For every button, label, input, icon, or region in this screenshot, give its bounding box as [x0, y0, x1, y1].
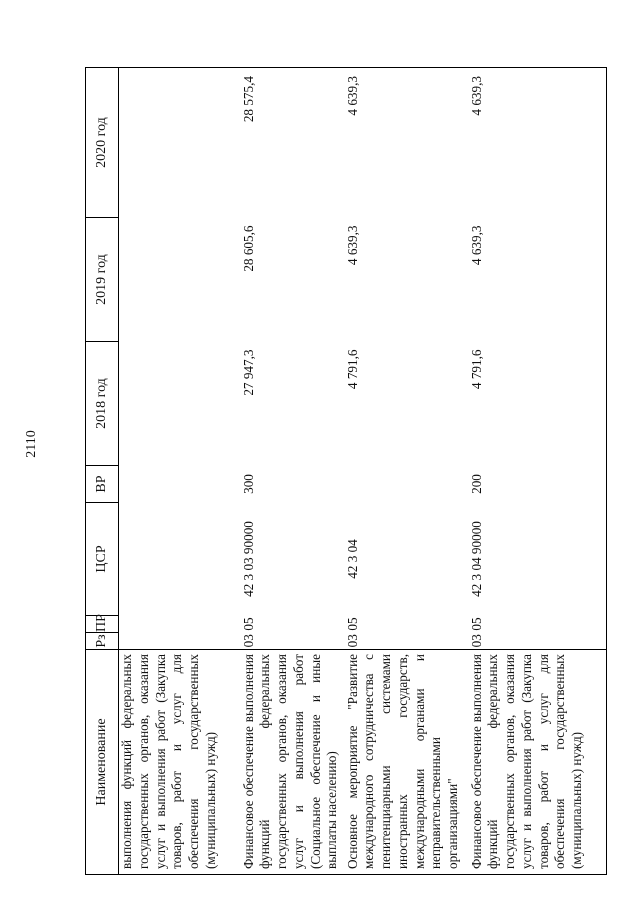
row-2020: 28 575,4: [241, 68, 345, 218]
header-csr: ЦСР: [86, 503, 119, 616]
header-2020: 2020 год: [86, 68, 119, 218]
row-pr: 05: [469, 616, 607, 633]
row-2019: 28 605,6: [240, 225, 256, 272]
row-name: Финансовое обеспечение выполнения функций федеральных государственных органов, оказания услуг и выполнения работ (Социальное обеспечение и иные выплаты населению): [241, 650, 345, 875]
row-pr: [119, 616, 241, 633]
table-row: [469, 68, 607, 875]
row-vr: 300: [240, 474, 256, 494]
header-row: [86, 68, 119, 875]
row-rz: 03: [469, 633, 607, 650]
row-csr: 42 3 04 90000: [469, 503, 607, 616]
row-vr: [345, 466, 469, 503]
page-number: 2110: [24, 430, 39, 458]
row-2018: 27 947,3: [240, 349, 256, 396]
row-name: выполнения функций федеральных государственных органов, оказания услуг и выполнения работ (Закупка товаров, работ и услуг для обеспечения государственных (муниципальных) нужд): [119, 650, 241, 875]
budget-table: [85, 67, 607, 875]
header-pr: ПР: [86, 616, 119, 633]
header-vr: ВР: [86, 466, 119, 503]
row-2019: 4 639,3: [344, 225, 360, 266]
row-csr: 42 3 04: [344, 539, 360, 579]
row-2020: 4 639,3: [469, 68, 607, 218]
row-rz: 03: [240, 634, 256, 648]
header-2018: 2018 год: [86, 342, 119, 466]
table-row: [119, 68, 241, 875]
row-csr: [119, 503, 241, 616]
row-rz: 03: [344, 634, 360, 648]
row-csr: 42 3 03 90000: [240, 521, 256, 597]
row-pr: 05: [240, 617, 256, 631]
row-2018: 4 791,6: [344, 349, 360, 390]
row-vr: 200: [469, 466, 607, 503]
header-2019: 2019 год: [86, 218, 119, 342]
row-2020: [119, 68, 241, 218]
row-name: Основное мероприятие "Развитие международного сотрудничества с пенитенциарными системами иностранных государств, международными органами и неправительственными организациями": [345, 650, 469, 875]
row-pr: 05: [344, 617, 360, 631]
row-vr: [119, 466, 241, 503]
row-2019: 4 639,3: [469, 218, 607, 342]
row-2018: [119, 342, 241, 466]
table-row: [345, 68, 469, 875]
header-rz: Рз: [86, 633, 119, 650]
row-name: Финансовое обеспечение выполнения функций федеральных государственных органов, оказания услуг и выполнения работ (Закупка товаров, работ и услуг для обеспечения государственных (муниципальных) нужд): [469, 650, 607, 875]
row-2018: 4 791,6: [469, 342, 607, 466]
row-2019: [119, 218, 241, 342]
row-2020: 4 639,3: [345, 68, 469, 218]
table-row: [241, 68, 345, 875]
rotated-table-frame: [85, 68, 625, 875]
header-name: Наименование: [86, 650, 119, 875]
row-rz: [119, 633, 241, 650]
